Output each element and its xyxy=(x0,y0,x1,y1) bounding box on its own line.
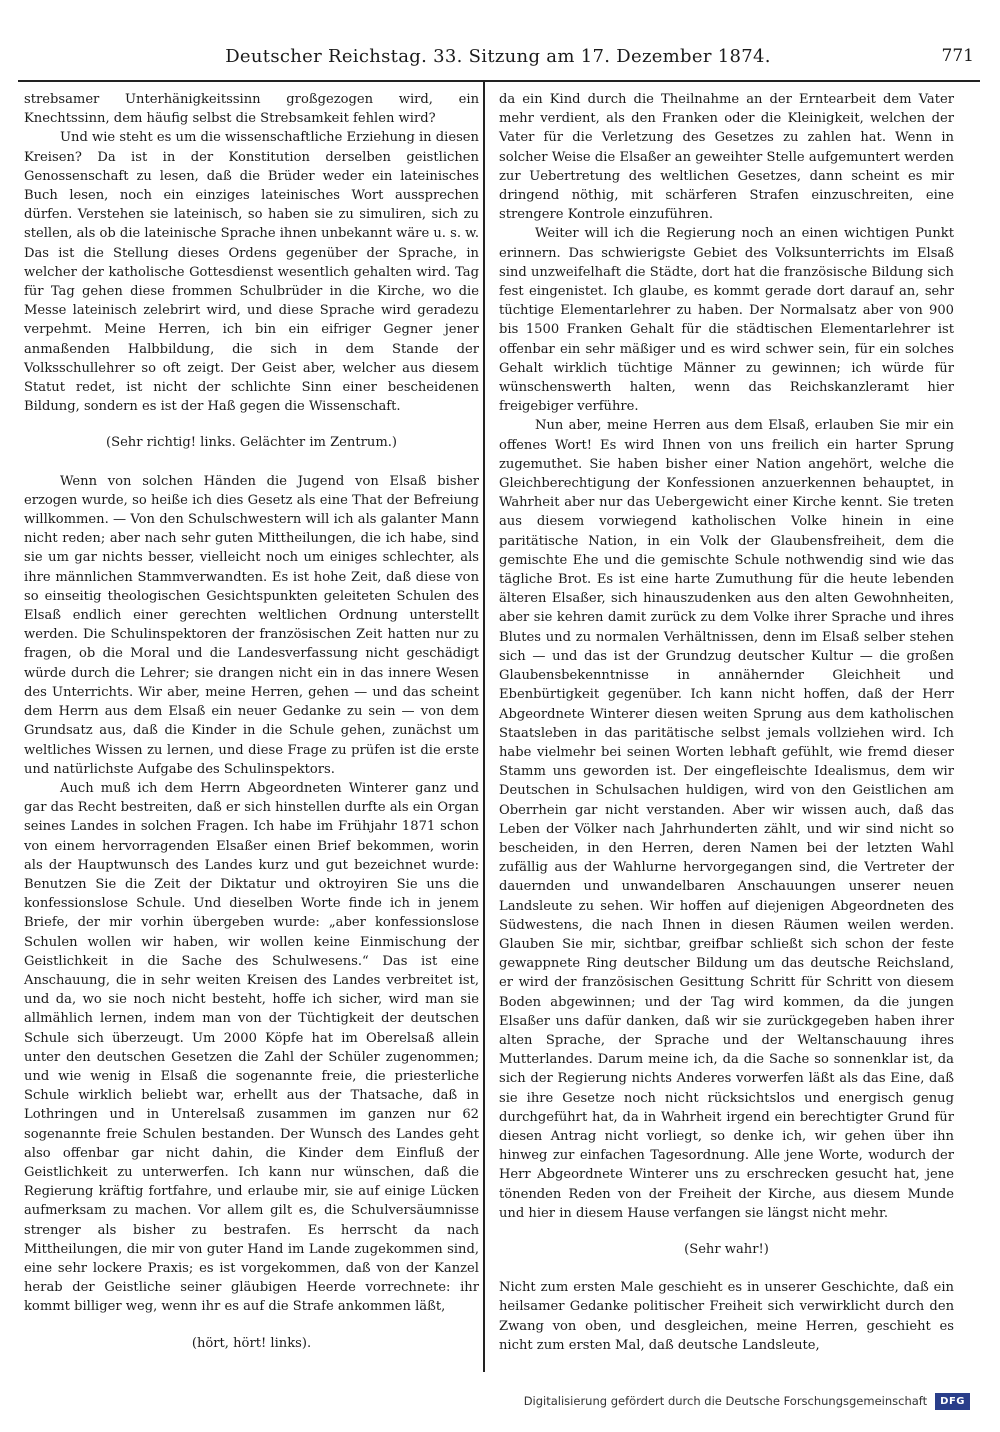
paragraph: Und wie steht es um die wissenschaftliche Erziehung in diesen Kreisen? Da ist in der Konstitution derselben geistlichen Genossenschaft zu lesen, daß die Brüder weder ein lateinisches Buch lesen, noch ein einziges lateinisches Wort aussprechen dürfen. Verstehen sie lateinisch, so haben sie zu simuliren, sich zu stellen, als ob die lateinische Sprache ihnen unbekannt wäre u. s. w. Das ist die Stellung dieses Ordens gegenüber der Sprache, in welcher der katholische Gottesdienst wesentlich gehalten wird. Tag für Tag gehen diese frommen Schulbrüder in die Kirche, wo die Messe lateinisch zelebrirt wird, und diese Sprache wird geradezu verpehmt. Meine Herren, ich bin ein eifriger Gegner jener anmaßenden Halbbildung, die sich in dem Stande der Volksschullehrer so oft zeigt. Der Geist aber, welcher aus diesem Statut redet, ist nicht der schlichte Sinn einer bescheidenen Bildung, sondern es ist der Haß gegen die Wissenschaft. xyxy=(24,130,479,415)
page-title: Deutscher Reichstag. 33. Sitzung am 17. Dezember 1874. xyxy=(225,46,771,67)
interjection: (Sehr richtig! links. Gelächter im Zentrum.) xyxy=(105,435,398,451)
paragraph: Auch muß ich dem Herrn Abgeordneten Winterer ganz und gar das Recht bestreiten, daß er sich hinstellen durfte als ein Organ seines Landes in solchen Fragen. Ich habe im Frühjahr 1871 schon von einem hervorragenden Elsaßer einen Brief bekommen, worin als der Hauptwunsch des Landes kurz und gut bezeichnet wurde: Benutzen Sie die Zeit der Diktatur und oktroyiren Sie uns die konfessionslose Schule. Und dieselben Worte finde ich in jenem Briefe, der mir vorhin übergeben wurde: „aber konfessionslose Schulen wollen wir haben, wir wollen keine Einmischung der Geistlichkeit in die Sache des Schulwesens.“ Das ist eine Anschauung, die in sehr weiten Kreisen des Landes verbreitet ist, und da, wo sie noch nicht besteht, hoffe ich sicher, wird man sie allmählich lernen, indem man von der Tüchtigkeit der deutschen Schule sich überzeugt. Um 2000 Köpfe hat im Oberelsaß allein unter den deutschen Gesetzen die Zahl der Schüler zugenommen; und wie wenig in Elsaß die sogenannte freie, die priesterliche Schule wirklich beliebt war, erhellt aus der Thatsache, daß in Lothringen und in Unterelsaß zusammen im ganzen nur 62 sogenannte freie Schulen bestanden. Der Wunsch des Landes geht also offenbar gar nicht dahin, die Kinder dem Einfluß der Geistlichkeit zu unterwerfen. Ich kann nur wünschen, daß die Regierung kräftig fortfahre, und erlaube mir, sie auf einige Lücken aufmerksam zu machen. Vor allem gilt es, die Schulversäumnisse strenger als bisher zu bestrafen. Es herrscht da nach Mittheilungen, die mir von guter Hand im Lande zugekommen sind, eine sehr lockere Praxis; es ist vorgekommen, daß von der Kanzel herab der Geistliche seiner gläubigen Heerde vorrechnete: ihr kommt billiger weg, wenn ihr es auf die Strafe ankommen läßt, xyxy=(24,780,479,1315)
paragraph: Wenn von solchen Händen die Jugend von Elsaß bisher erzogen wurde, so heiße ich dies Gesetz als eine That der Befreiung willkommen. — Von den Schulschwestern will ich als galanter Mann nicht reden; aber nach sehr guten Mittheilungen, die ich habe, sind sie um gar nichts besser, vielleicht noch um einiges schlechter, als ihre männlichen Stammverwandten. Es ist hohe Zeit, daß diese von so einseitig theologischen Gesichtspunkten geleiteten Schulen des Elsaß endlich einer gerechten weltlichen Ordnung unterstellt werden. Die Schulinspektoren der französischen Zeit hatten nur zu fragen, ob die Moral und die Landesverfassung nicht geschädigt würde durch die Lehrer; sie drangen nicht ein in das innere Wesen des Unterrichts. Wir aber, meine Herren, gehen — und das scheint dem Herrn aus dem Elsaß ein neuer Gedanke zu sein — von dem Grundsatz aus, daß die Kinder in die Schule gehen, zunächst um weltliches Wissen zu lernen, und diese Frage zu prüfen ist die erste und natürlichste Aufgabe des Schulinspektors. xyxy=(24,473,479,777)
funding-footer xyxy=(524,1390,970,1412)
text-columns xyxy=(18,80,980,1372)
paragraph: Nun aber, meine Herren aus dem Elsaß, erlauben Sie mir ein offenes Wort! Es wird Ihnen von uns freilich ein harter Sprung zugemuthet. Sie haben bisher einer Nation angehört, welche die Gleichberechtigung der Konfessionen anzuerkennen behauptet, in Wahrheit aber nur das Uebergewicht einer Kirche kennt. Sie treten aus diesem vorwiegend katholischen Volke hinein in eine paritätische Nation, in ein Volk der Glaubensfreiheit, dem die gemischte Ehe und die gemischte Schule nothwendig sind wie das tägliche Brot. Es ist eine harte Zumuthung für die heute lebenden älteren Elsaßer, sich hinauszudenken aus den alten Gewohnheiten, aber sie kehren damit zurück zu dem Volke ihrer Sprache und ihres Blutes und zu normalen Verhältnissen, denn im Elsaß selber stehen sich — und das ist der Grundzug deutscher Kultur — die großen Glaubensbekenntnisse in annähernder Gleichheit und Ebenbürtigkeit gegenüber. Ich kann nicht hoffen, daß der Herr Abgeordnete Winterer diesen weiten Sprung aus dem katholischen Staatsleben in das paritätische selbst jemals vollziehen wird. Ich habe vielmehr bei seinen Worten lebhaft gefühlt, wie fremd dieser Stamm uns geworden ist. Der eingefleischte Idealismus, dem wir Deutschen in Schulsachen huldigen, wird von den Geistlichen am Oberrhein gar nicht verstanden. Aber wir wissen auch, daß das Leben der Völker nach Jahrhunderten zählt, und wir sind nicht so bescheiden, in den Herren, deren Namen bei der letzten Wahl zufällig aus der Wahlurne hervorgegangen sind, die Vertreter der dauernden und unwandelbaren Anschauungen unserer neuen Landsleute zu sehen. Wir hoffen auf diejenigen Abgeordneten des Südwestens, die nach Ihnen in diesen Räumen weilen werden. Glauben Sie mir, sichtbar, greifbar schließt sich schon der feste gewappnete Ring deutscher Bildung um das deutsche Reichsland, er wird der französischen Gesittung Schritt für Schritt von diesem Boden abgewinnen; und der Tag wird kommen, da die jungen Elsaßer uns dafür danken, daß wir sie zurückgegeben haben ihrer alten Sprache, der Sprache und der Weltanschauung ihres Mutterlandes. Darum meine ich, da die Sache so sonnenklar ist, da sich der Regierung nichts Anderes vorwerfen läßt als das Eine, daß sie ihre Gesetze noch nicht rücksichtslos und energisch genug durchgeführt hat, da in Wahrheit irgend ein berechtigter Grund für diesen Antrag nicht vorliegt, so denke ich, wir gehen über ihn hinweg zur einfachen Tagesordnung. Alle jene Worte, wodurch der Herr Abgeordnete Winterer uns zu erschrecken gesucht hat, jene tönenden Reden von der Freiheit der Kirche, aus diesem Munde und hier in diesem Hause verfangen sie längst nicht mehr. xyxy=(499,418,954,1221)
paragraph: Weiter will ich die Regierung noch an einen wichtigen Punkt erinnern. Das schwierigste Gebiet des Volksunterrichts im Elsaß sind unzweifelhaft die Städte, dort hat die französische Bildung sich fest eingenistet. Ich glaube, es kommt gerade dort darauf an, sehr tüchtige Elementarlehrer zu haben. Der Normalsatz aber von 900 bis 1500 Franken Gehalt für die städtischen Elementarlehrer ist offenbar ein sehr mäßiger und es wird schwer sein, für ein solches Gehalt wirklich tüchtige Männer zu gewinnen; ich würde für wünschenswerth halten, wenn das Reichskanzleramt hier freigebiger verführe. xyxy=(499,226,954,415)
paragraph: Nicht zum ersten Male geschieht es in unserer Geschichte, daß ein heilsamer Gedanke politischer Freiheit sich verwirklicht durch den Zwang von oben, und desgleichen, meine Herren, geschieht es nicht zum ersten Mal, daß deutsche Landsleute, xyxy=(499,1280,954,1353)
dfg-logo: DFG xyxy=(935,1393,970,1410)
interjection: (hört, hört! links). xyxy=(191,1335,312,1351)
right-column xyxy=(499,90,954,1372)
paragraph: da ein Kind durch die Theilnahme an der Erntearbeit dem Vater mehr verdient, als den Franken oder die Kleinigkeit, welchen der Vater für die Verletzung des Gesetzes zu zahlen hat. Wenn in solcher Weise die Elsaßer an geweihter Stelle aufgemuntert werden zur Uebertretung des weltlichen Gesetzes, dann scheint es mir dringend nöthig, mit schärferen Strafen einzuschreiten, eine strengere Kontrole einzuführen. xyxy=(499,92,954,223)
column-divider xyxy=(483,80,485,1372)
page-header xyxy=(18,44,980,82)
paragraph: strebsamer Unterhänigkeitssinn großgezogen wird, ein Knechtssinn, dem häufig selbst die Strebsamkeit fehlen wird? xyxy=(24,92,479,127)
left-column xyxy=(24,90,479,1372)
funding-notice: Digitalisierung gefördert durch die Deutsche Forschungsgemeinschaft xyxy=(523,1394,928,1408)
page-number: 771 xyxy=(941,46,974,66)
interjection: (Sehr wahr!) xyxy=(684,1241,769,1257)
